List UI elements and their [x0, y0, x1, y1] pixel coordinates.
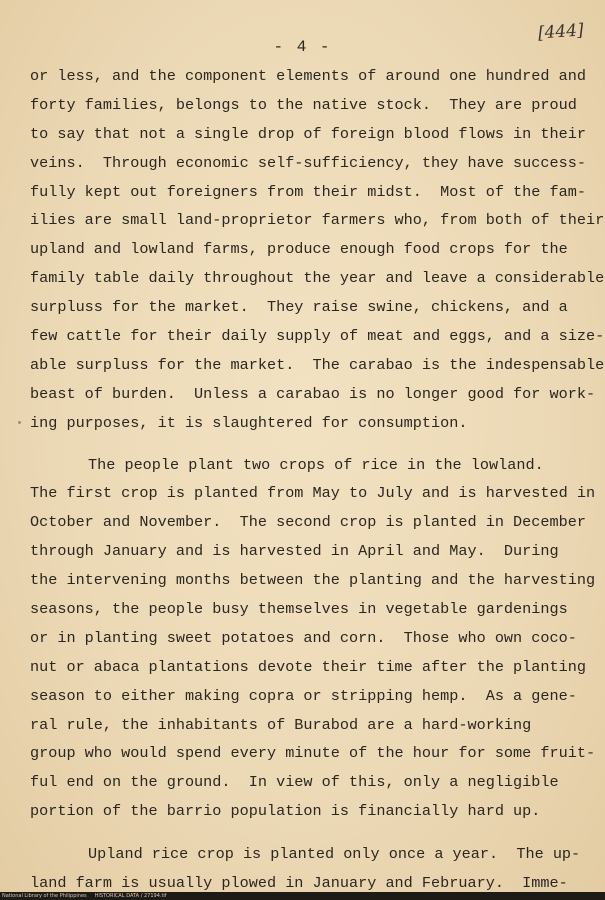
text-line: upland and lowland farms, produce enough food crops for the: [30, 240, 568, 259]
text-line: The first crop is planted from May to July and is harvested in: [30, 484, 596, 503]
text-line: beast of burden. Unless a carabao is no longer good for work-: [30, 384, 596, 403]
text-line: nut or abaca plantations devote their time after the planting: [30, 657, 586, 676]
text-line: Upland rice crop is planted only once a year. The up-: [88, 845, 581, 864]
paragraph-1: [30, 62, 605, 438]
text-line: few cattle for their daily supply of meat and eggs, and a size-: [30, 327, 605, 346]
text-line: group who would spend every minute of the hour for some fruit-: [30, 744, 596, 763]
paragraph-3: [30, 840, 590, 898]
text-line: October and November. The second crop is planted in December: [30, 513, 586, 532]
paper-speck: [18, 421, 21, 424]
text-line: or less, and the component elements of around one hundred and: [30, 67, 586, 85]
handwritten-reference-number: [444]: [537, 20, 585, 44]
text-line: portion of the barrio population is financially hard up.: [30, 802, 541, 821]
text-line: forty families, belongs to the native stock. They are proud: [30, 95, 577, 114]
text-line: ful end on the ground. In view of this, only a negligible: [30, 773, 559, 792]
text-line: family table daily throughout the year and leave a considerable: [30, 269, 605, 288]
text-line: season to either making copra or stripping hemp. As a gene-: [30, 686, 577, 705]
text-line: ral rule, the inhabitants of Burabod are a hard-working: [30, 715, 532, 734]
text-line: land farm is usually plowed in January and February. Imme-: [30, 874, 568, 893]
text-line: The people plant two crops of rice in the lowland.: [88, 455, 544, 474]
text-line: fully kept out foreigners from their midst. Most of the fam-: [30, 182, 586, 201]
text-line: ilies are small land-proprietor farmers who, from both of their: [30, 211, 605, 230]
body-text: [30, 62, 605, 898]
text-line: or in planting sweet potatoes and corn. Those who own coco-: [30, 628, 577, 647]
text-line: to say that not a single drop of foreign blood flows in their: [30, 124, 586, 143]
text-line: seasons, the people busy themselves in vegetable gardenings: [30, 600, 568, 619]
text-line: through January and is harvested in April and May. During: [30, 542, 559, 561]
text-line: ing purposes, it is slaughtered for consumption.: [30, 413, 468, 432]
paragraph-2: [30, 451, 596, 827]
text-line: able surpluss for the market. The carabao is the indespensable: [30, 355, 605, 374]
text-line: surpluss for the market. They raise swine, chickens, and a: [30, 298, 568, 317]
text-line: veins. Through economic self-sufficiency, they have success-: [30, 153, 586, 172]
page-number: - 4 -: [273, 38, 332, 56]
archive-footer-text: National Library of the Philippines HISTORICAL DATA / 27194.tif: [2, 893, 167, 899]
text-line: the intervening months between the planting and the harvesting: [30, 571, 596, 590]
